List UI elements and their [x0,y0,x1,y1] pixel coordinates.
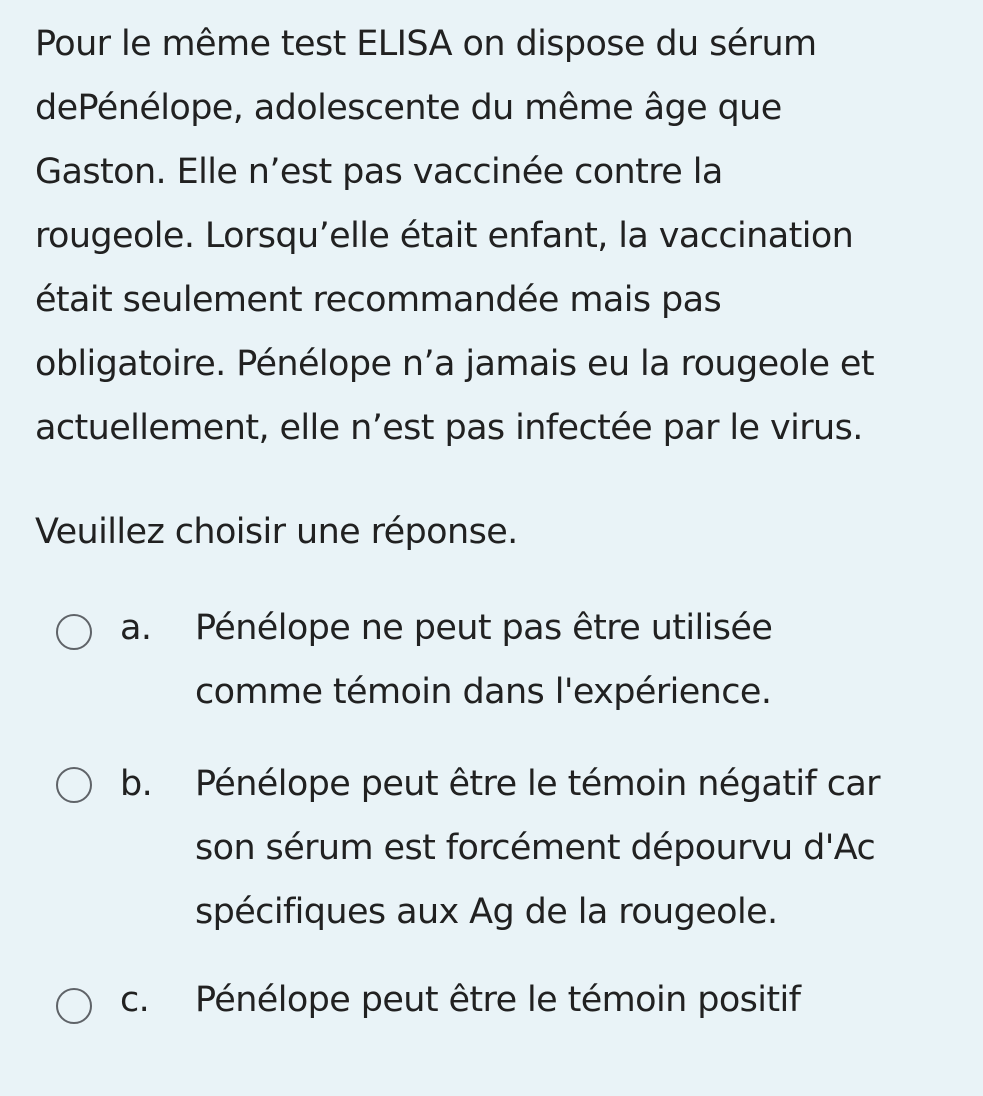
question-line: Gaston. Elle n’est pas vaccinée contre la [35,152,723,192]
radio-button-c[interactable] [56,988,92,1024]
question-line: dePénélope, adolescente du même âge que [35,88,782,128]
answer-prompt: Veuillez choisir une réponse. [35,512,518,552]
question-line: rougeole. Lorsqu’elle était enfant, la vaccination [35,216,854,256]
question-line: actuellement, elle n’est pas infectée par le virus. [35,408,863,448]
option-line: spécifiques aux Ag de la rougeole. [195,892,778,932]
option-letter-c: c. [120,980,150,1020]
option-line: son sérum est forcément dépourvu d'Ac [195,828,876,868]
question-line: était seulement recommandée mais pas [35,280,722,320]
option-line: comme témoin dans l'expérience. [195,672,772,712]
option-letter-b: b. [120,764,153,804]
option-line: Pénélope peut être le témoin négatif car [195,764,880,804]
option-letter-a: a. [120,608,152,648]
option-text-b [195,752,965,944]
option-line: Pénélope ne peut pas être utilisée [195,608,773,648]
radio-button-a[interactable] [56,614,92,650]
option-line: Pénélope peut être le témoin positif [195,980,801,1020]
question-line: obligatoire. Pénélope n’a jamais eu la rougeole et [35,344,874,384]
radio-button-b[interactable] [56,767,92,803]
option-text-a [195,596,965,724]
option-text-c [195,968,965,1032]
question-text [35,12,965,460]
question-line: Pour le même test ELISA on dispose du sérum [35,24,817,64]
